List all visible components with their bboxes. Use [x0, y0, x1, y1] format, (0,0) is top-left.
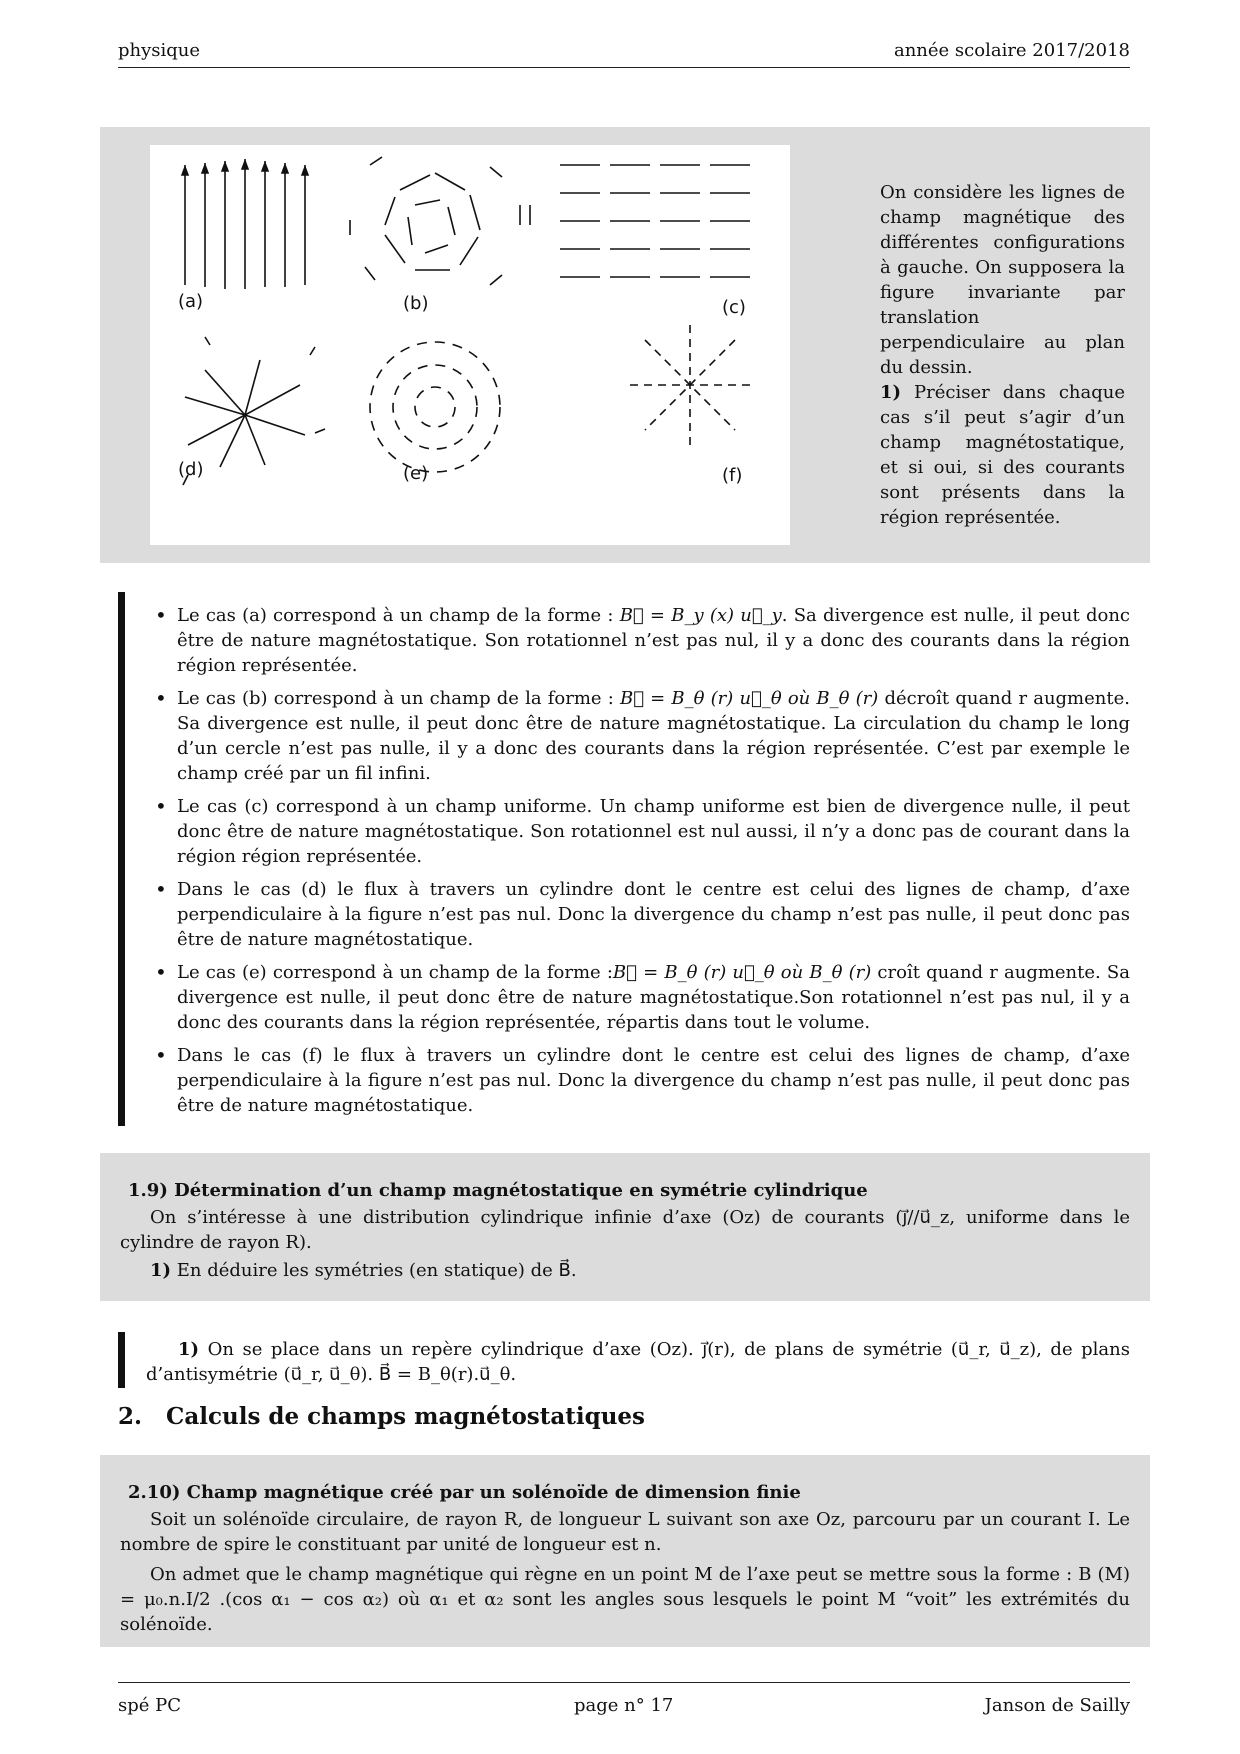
answer-item: • Le cas (b) correspond à un champ de la forme : B⃗ = B_θ (r) u⃗_θ où B_θ (r) décroît quand r augmente. Sa divergence est nulle, il peut donc être de nature magnétostatique. La circulation du champ le long d’un cercle n’est pas nulle, il y a donc des courants dans la région représentée. C’est par exemple le champ créé par un fil infini.: [155, 686, 1130, 786]
panel-d-radial-field: [183, 337, 325, 485]
exercise-2-10-p2: On admet que le champ magnétique qui règne en un point M de l’axe peut se mettre sous la forme : B (M) = μ₀.n.I/2 .(cos α₁ − cos α₂) où α₁ et α₂ sont les angles sous lesquels le point M “voit” les extrémités du solénoïde.: [120, 1564, 1130, 1635]
answer-list: [155, 603, 1130, 1126]
section-heading: 2. Calculs de champs magnétostatiques: [118, 1403, 646, 1430]
footer-school: Janson de Sailly: [984, 1695, 1130, 1716]
panel-a-vertical-field: [182, 159, 308, 289]
question-text: Préciser dans chaque cas s’il peut s’agir d’un champ magnétostatique, et si oui, si des courants sont présents dans la région représentée.: [880, 382, 1125, 528]
label-b: (b): [403, 293, 429, 314]
label-e: (e): [403, 463, 429, 484]
answer-bar: [118, 592, 125, 1126]
header-subject: physique: [118, 40, 201, 61]
field-lines-figure: [150, 145, 790, 545]
answer-item: • Le cas (a) correspond à un champ de la forme : B⃗ = B_y (x) u⃗_y. Sa divergence est nulle, il peut donc être de nature magnétostatique. Son rotationnel n’est pas nul, il y a donc des courants dans la région région représentée.: [155, 603, 1130, 678]
answer-bar-1-9: [118, 1332, 125, 1388]
exercise-2-10-title: 2.10) Champ magnétique créé par un solénoïde de dimension finie: [128, 1482, 801, 1503]
footer-class: spé PC: [118, 1695, 182, 1716]
answer-item: • Dans le cas (d) le flux à travers un cylindre dont le centre est celui des lignes de champ, d’axe perpendiculaire à la figure n’est pas nul. Donc la divergence du champ n’est pas nulle, il peut donc pas être de nature magnétostatique.: [155, 877, 1130, 952]
label-d: (d): [178, 459, 204, 480]
answer-item: • Le cas (e) correspond à un champ de la forme :B⃗ = B_θ (r) u⃗_θ où B_θ (r) croît quand r augmente. Sa divergence est nulle, il peut donc être de nature magnétostatique.Son rotationnel n’est pas nul, il y a donc des courants dans la région représentée, répartis dans tout le volume.: [155, 960, 1130, 1035]
exercise-1-9-title: 1.9) Détermination d’un champ magnétostatique en symétrie cylindrique: [128, 1180, 868, 1201]
label-c: (c): [722, 297, 746, 318]
page-footer: [118, 1682, 1130, 1723]
exercise-2-10-p1: Soit un solénoïde circulaire, de rayon R, de longueur L suivant son axe Oz, parcouru par un courant I. Le nombre de spire le constituant par unité de longueur est n.: [120, 1509, 1130, 1555]
panel-e-circular-field: [370, 342, 500, 472]
question-number: 1): [880, 382, 902, 403]
panel-f-star-field: [630, 325, 750, 445]
panel-b-vortex-field: [350, 157, 530, 285]
exercise-statement: [880, 180, 1125, 530]
exercise-1-9-question: 1) En déduire les symétries (en statique) de B⃗.: [150, 1260, 577, 1281]
panel-c-uniform-field: [560, 165, 750, 277]
answer-item: • Dans le cas (f) le flux à travers un cylindre dont le centre est celui des lignes de champ, d’axe perpendiculaire à la figure n’est pas nul. Donc la divergence du champ n’est pas nulle, il peut donc pas être de nature magnétostatique.: [155, 1043, 1130, 1118]
exercise-1-9-text: On s’intéresse à une distribution cylindrique infinie d’axe (Oz) de courants (j⃗//u⃗_z, uniforme dans le cylindre de rayon R).: [120, 1207, 1130, 1253]
label-a: (a): [178, 291, 204, 312]
page-header: [118, 38, 1130, 68]
footer-page-number: page n° 17: [574, 1695, 674, 1716]
header-year: année scolaire 2017/2018: [893, 40, 1130, 61]
label-f: (f): [722, 465, 743, 486]
statement-text: On considère les lignes de champ magnétique des différentes configurations à gauche. On supposera la figure invariante par translation perpendiculaire au plan du dessin.: [880, 182, 1125, 378]
answer-1-9: 1) On se place dans un repère cylindrique d’axe (Oz). j⃗(r), de plans de symétrie (u⃗_r, u⃗_z), de plans d’antisymétrie (u⃗_r, u⃗_θ). B⃗ = B_θ(r).u⃗_θ.: [146, 1339, 1130, 1385]
answer-item: • Le cas (c) correspond à un champ uniforme. Un champ uniforme est bien de divergence nulle, il peut donc être de nature magnétostatique. Son rotationnel est nul aussi, il n’y a donc pas de courant dans la région région représentée.: [155, 794, 1130, 869]
